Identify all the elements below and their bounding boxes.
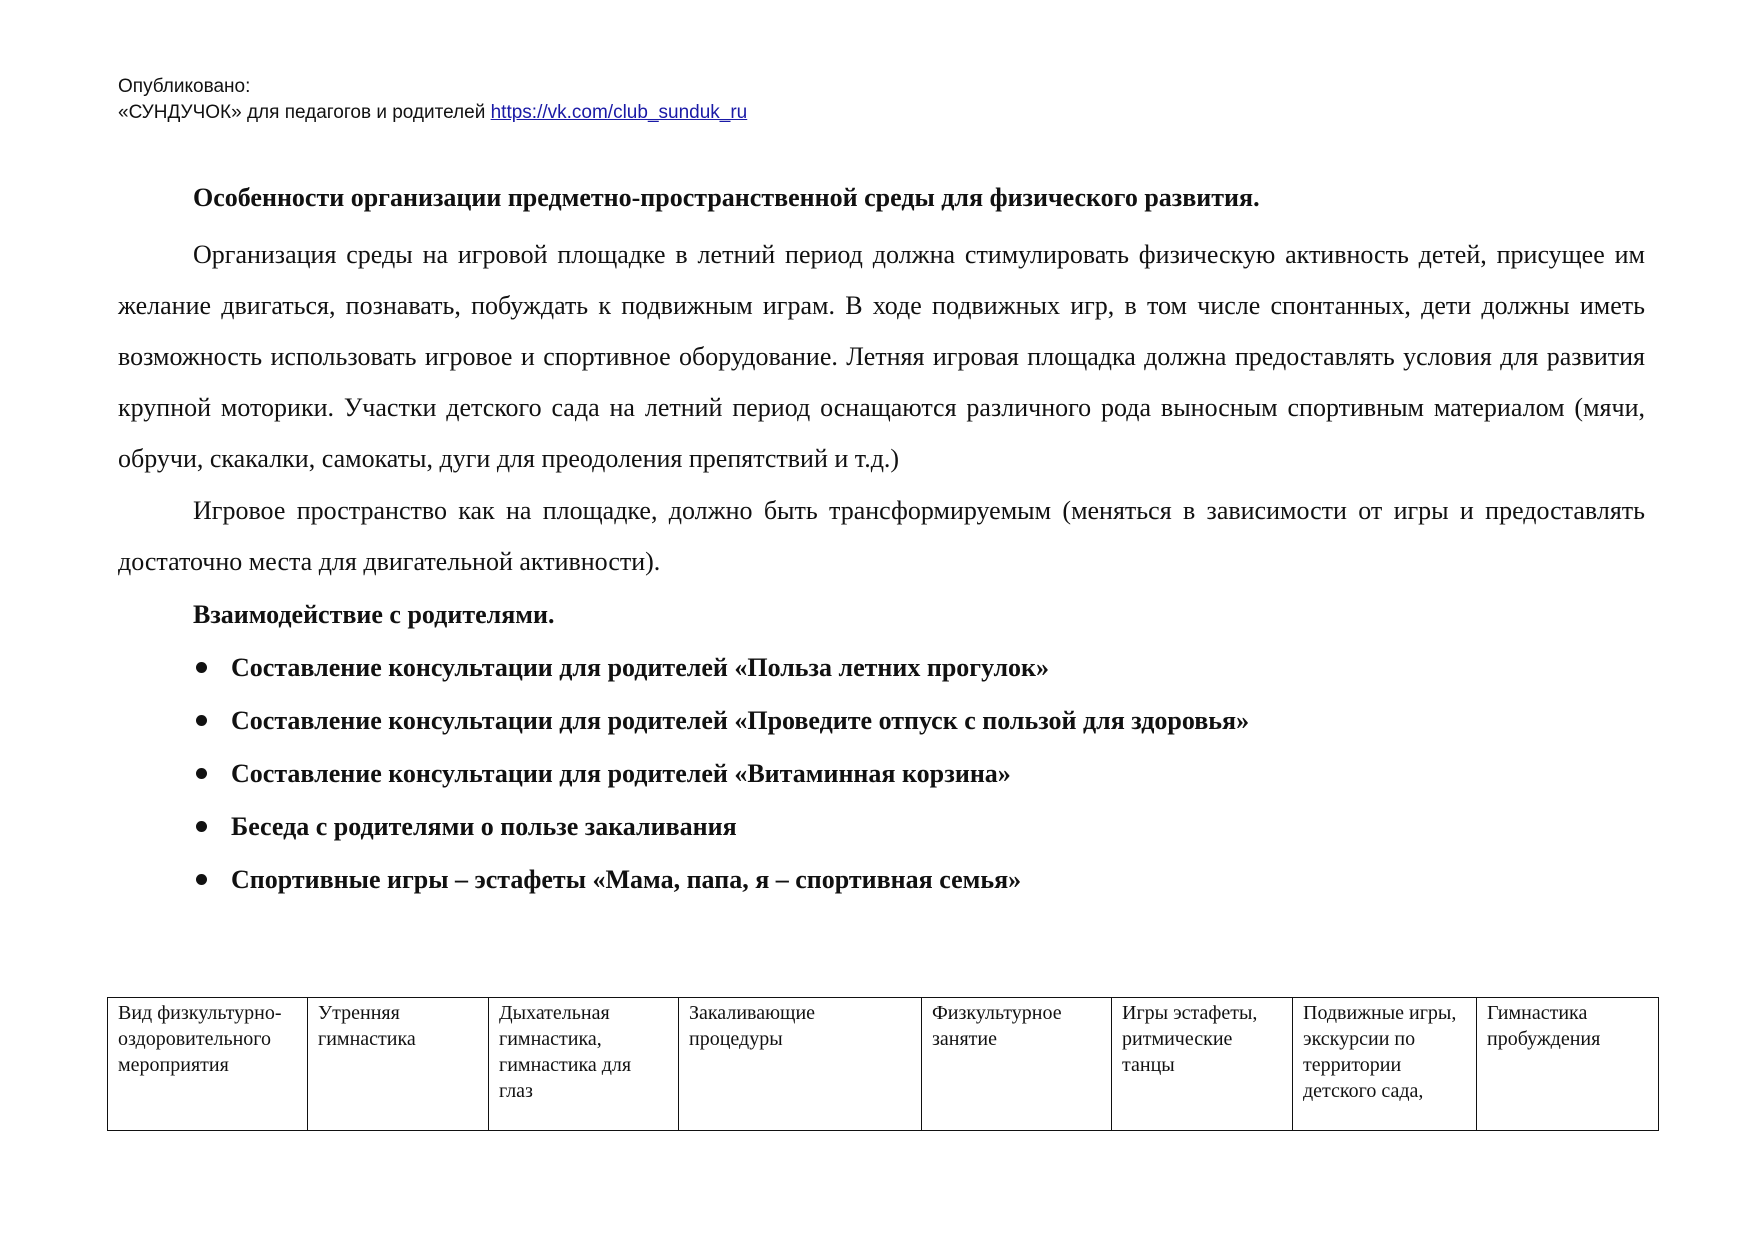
list-item bbox=[118, 800, 1645, 853]
vk-link[interactable]: https://vk.com/club_sunduk_ru bbox=[490, 102, 748, 123]
publication-info bbox=[118, 74, 747, 126]
table-cell: Подвижные игры, экскурсии по территории детского сада, bbox=[1293, 998, 1477, 1131]
bullet-icon bbox=[196, 874, 207, 885]
list-item-text: Составление консультации для родителей «Витаминная корзина» bbox=[231, 759, 1011, 788]
bullet-icon bbox=[196, 821, 207, 832]
list-item-text: Составление консультации для родителей «Польза летних прогулок» bbox=[231, 653, 1050, 682]
bullet-icon bbox=[196, 662, 207, 673]
section-title-parents: Взаимодействие с родителями. bbox=[193, 600, 555, 629]
paragraph-environment: Организация среды на игровой площадке в летний период должна стимулировать физическую активность детей, присущее им желание двигаться, познавать, побуждать к подвижным играм. В ходе подвижных игр, в том числе спонтанных, дети должны иметь возможность использовать игровое и спортивное оборудование. Летняя игровая площадка должна предоставлять условия для развития крупной моторики. Участки детского сада на летний период оснащаются различного рода выносным спортивным материалом (мячи, обручи, скакалки, самокаты, дуги для преодоления препятствий и т.д.) bbox=[118, 240, 1645, 473]
paragraph-play-space: Игровое пространство как на площадке, должно быть трансформируемым (меняться в зависимости от игры и предоставлять достаточно места для двигательной активности). bbox=[118, 496, 1645, 576]
published-label: Опубликовано: bbox=[118, 76, 251, 97]
bullet-icon bbox=[196, 768, 207, 779]
main-content bbox=[118, 178, 1645, 906]
list-item-text: Беседа с родителями о пользе закаливания bbox=[231, 812, 737, 841]
list-item-text: Составление консультации для родителей «Проведите отпуск с пользой для здоровья» bbox=[231, 706, 1250, 735]
list-item-text: Спортивные игры – эстафеты «Мама, папа, я – спортивная семья» bbox=[231, 865, 1022, 894]
table-cell: Закаливающие процедуры bbox=[679, 998, 922, 1131]
table-cell: Физкультурное занятие bbox=[922, 998, 1112, 1131]
list-item bbox=[118, 641, 1645, 694]
table-cell: Вид физкультурно-оздоровительного мероприятия bbox=[108, 998, 308, 1131]
section-title-environment: Особенности организации предметно-пространственной среды для физического развития. bbox=[193, 183, 1260, 212]
source-text: «СУНДУЧОК» для педагогов и родителей bbox=[118, 102, 486, 123]
table-row bbox=[108, 998, 1659, 1131]
list-item bbox=[118, 694, 1645, 747]
bullet-icon bbox=[196, 715, 207, 726]
table-cell: Гимнастика пробуждения bbox=[1477, 998, 1659, 1131]
parents-activities-list bbox=[118, 641, 1645, 906]
list-item bbox=[118, 853, 1645, 906]
published-source bbox=[118, 100, 747, 126]
table-cell: Игры эстафеты, ритмические танцы bbox=[1112, 998, 1293, 1131]
activities-table bbox=[107, 997, 1659, 1131]
table-cell: Дыхательная гимнастика, гимнастика для глаз bbox=[489, 998, 679, 1131]
table-cell: Утренняя гимнастика bbox=[308, 998, 489, 1131]
list-item bbox=[118, 747, 1645, 800]
